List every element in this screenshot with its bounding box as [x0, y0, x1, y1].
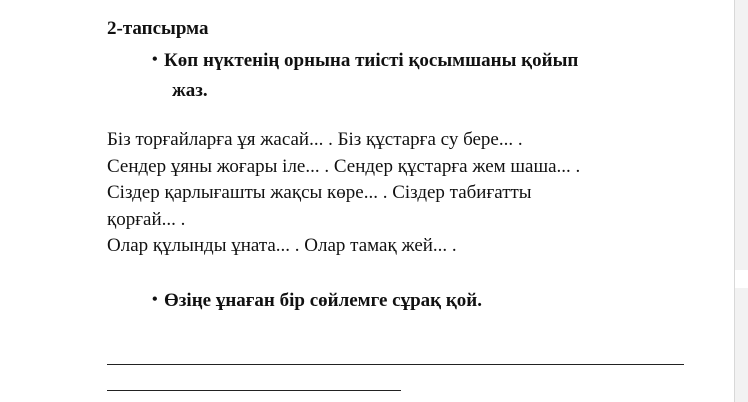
instruction-text-line-2: жаз.: [172, 80, 208, 102]
exercise-line: Олар құлынды ұната... . Олар тамақ жей... .: [107, 235, 457, 256]
exercise-line: Сіздер қарлығашты жақсы көре... . Сіздер табиғатты: [107, 182, 532, 203]
instruction-ask-question: [152, 286, 482, 316]
page-edge-gap: [735, 270, 748, 288]
instruction-text-line-1: Көп нүктенің орнына тиісті қосымшаны қойып: [164, 50, 579, 71]
instruction-question-text: Өзіңе ұнаған бір сөйлемге сұрақ қой.: [164, 290, 483, 311]
instruction-fill-suffixes: [152, 46, 692, 105]
page-edge: [734, 0, 748, 402]
instruction-line-1: [152, 46, 692, 76]
exercise-line: қорғай... .: [107, 208, 186, 230]
exercise-line: Сендер ұяны жоғары іле... . Сендер құстарға жем шаша... .: [107, 155, 581, 177]
answer-line[interactable]: [107, 364, 684, 365]
exercise-line: Біз торғайларға ұя жасай... . Біз құстарға су бере... .: [107, 129, 523, 150]
answer-line[interactable]: [107, 390, 401, 391]
task-title: 2-тапсырма: [107, 18, 209, 39]
bullet-dot-icon: •: [152, 51, 158, 69]
bullet-dot-icon: •: [152, 291, 158, 309]
exercise-sentences: [107, 127, 687, 260]
